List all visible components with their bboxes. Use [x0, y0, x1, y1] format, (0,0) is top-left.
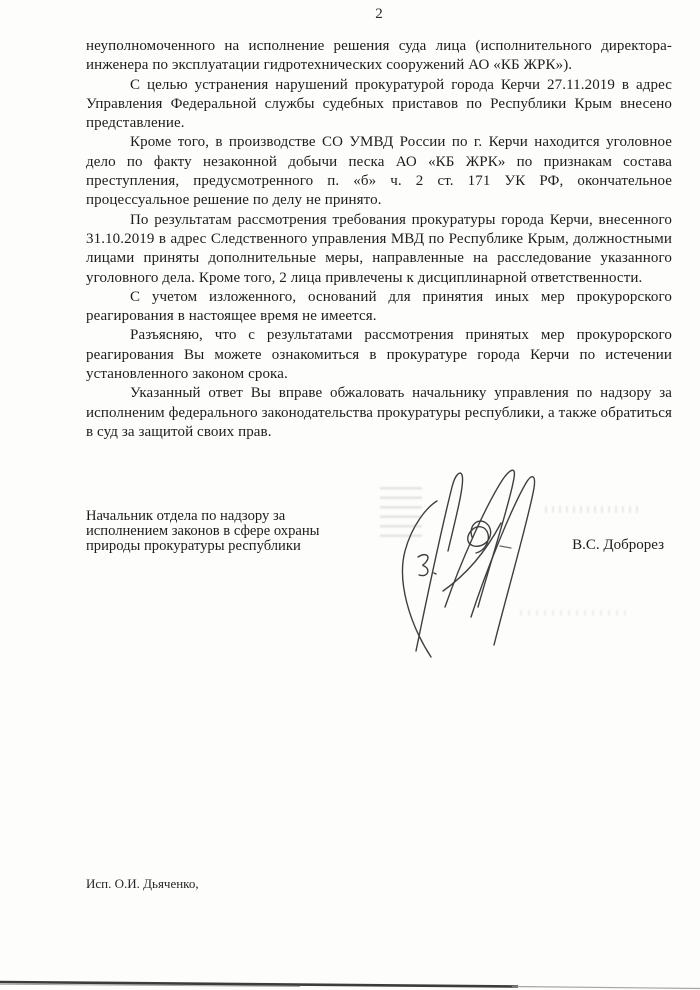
letter-body [86, 37, 672, 442]
paragraph: С целью устранения нарушений прокуратурой города Керчи 27.11.2019 в адрес Управления Федеральной службы судебных приставов по Республики Крым внесено представление. [86, 76, 672, 132]
signatory-position [86, 509, 366, 553]
signatory-position-line: исполнением законов в сфере охраны [86, 522, 320, 539]
paragraph: Кроме того, в производстве СО УМВД России по г. Керчи находится уголовное дело по факту незаконной добычи песка АО «КБ ЖРК» по признакам состава преступления, предусмотренного п. «б» ч. 2 ст. 171 УК РФ, окончательное процессуальное решение по делу не принято. [86, 134, 672, 209]
paragraph: Разъясняю, что с результатами рассмотрения принятых мер прокурорского реагирования Вы можете ознакомиться в прокуратуре города Керчи по истечении установленного законом срока. [86, 327, 672, 383]
page-number: 2 [375, 6, 383, 22]
executor-note: Исп. О.И. Дьяченко, [86, 876, 199, 891]
scan-edge-line [0, 976, 700, 990]
paragraph: Указанный ответ Вы вправе обжаловать начальнику управления по надзору за исполненим федерального законодательства прокуратуры республики, а также обратиться в суд за защитой своих прав. [86, 385, 672, 440]
handwritten-signature [385, 465, 563, 667]
signatory-position-line: Начальник отдела по надзору за [86, 508, 286, 524]
paragraph: По результатам рассмотрения требования прокуратуры города Керчи, внесенного 31.10.2019 в адрес Следственного управления МВД по Республике Крым, должностными лицами приняты дополнительные меры, направленные на расследование указанного уголовного дела. Кроме того, 2 лица привлечены к дисциплинарной ответственности. [86, 211, 672, 286]
paragraph-continuation: неуполномоченного на исполнение решения суда лица (исполнительного директора-инженера по эксплуатации гидротехнических сооружений АО «КБ ЖРК»). [86, 38, 672, 74]
signatory-name: В.С. Доброрез [572, 537, 664, 553]
signatory-position-line: природы прокуратуры республики [86, 537, 301, 554]
paragraph: С учетом изложенного, оснований для принятия иных мер прокурорского реагирования в настоящее время не имеется. [86, 288, 672, 325]
